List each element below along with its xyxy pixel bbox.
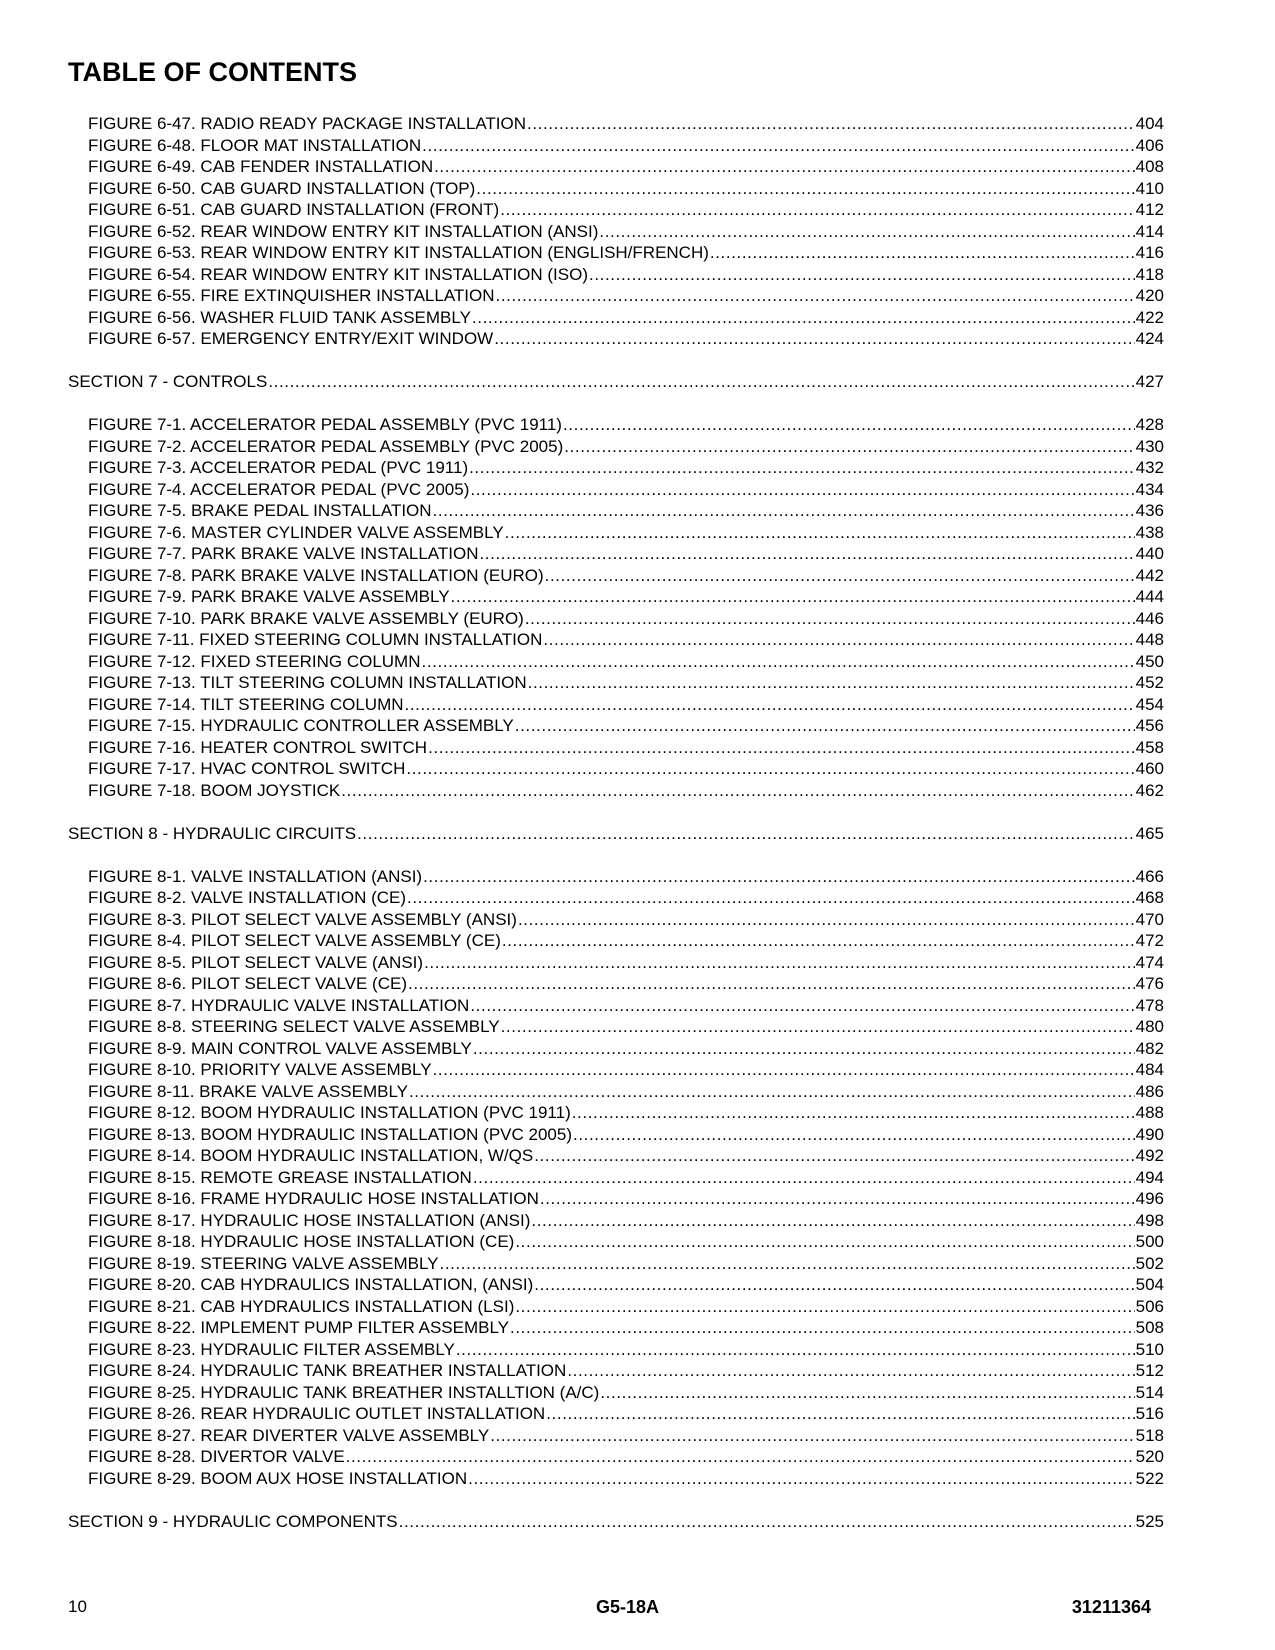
toc-entry-page-number: 450 — [1135, 651, 1164, 671]
toc-entry-page-number: 408 — [1135, 157, 1164, 176]
dot-leader — [399, 1511, 1135, 1533]
dot-leader — [357, 823, 1135, 845]
toc-entry-page-number: 476 — [1135, 974, 1164, 993]
toc-entry-label: FIGURE 6-51. CAB GUARD INSTALLATION (FRONT) — [88, 200, 500, 219]
toc-figure-entry[interactable] — [68, 436, 1164, 458]
toc-entry-page-number: 484 — [1135, 1060, 1164, 1079]
toc-entry-label: FIGURE 7-16. HEATER CONTROL SWITCH — [88, 737, 428, 757]
toc-entry-page-number: 492 — [1135, 1146, 1164, 1165]
toc-figure-entry[interactable] — [68, 1016, 1164, 1038]
toc-entry-label: FIGURE 8-26. REAR HYDRAULIC OUTLET INSTALLATION — [88, 1404, 546, 1423]
toc-figure-entry[interactable] — [68, 1081, 1164, 1103]
toc-figure-entry[interactable] — [68, 522, 1164, 544]
toc-entry-page-number: 444 — [1135, 587, 1164, 606]
dot-leader — [490, 1425, 1134, 1447]
toc-entry-page-number: 480 — [1135, 1017, 1164, 1036]
toc-entry-label: FIGURE 6-47. RADIO READY PACKAGE INSTALLATION — [88, 114, 527, 133]
toc-figure-entry[interactable] — [68, 909, 1164, 931]
dot-leader — [341, 780, 1134, 802]
toc-entry-label: FIGURE 6-48. FLOOR MAT INSTALLATION — [88, 135, 422, 155]
toc-entry-label: FIGURE 7-10. PARK BRAKE VALVE ASSEMBLY (EURO) — [88, 608, 524, 628]
toc-entry-page-number: 468 — [1135, 888, 1164, 907]
toc-figure-entry[interactable] — [68, 1468, 1164, 1490]
dot-leader — [433, 1059, 1135, 1081]
toc-entry-page-number: 488 — [1135, 1103, 1164, 1122]
toc-entry-page-number: 508 — [1135, 1318, 1164, 1337]
toc-entry-page-number: 522 — [1135, 1468, 1164, 1488]
toc-entry-label: FIGURE 8-13. BOOM HYDRAULIC INSTALLATION (PVC 2005) — [88, 1124, 572, 1144]
toc-entry-page-number: 486 — [1135, 1081, 1164, 1101]
footer-part-number: 31211364 — [1071, 1597, 1151, 1617]
toc-entry-label: FIGURE 7-3. ACCELERATOR PEDAL (PVC 1911) — [88, 458, 469, 477]
dot-leader — [502, 930, 1135, 952]
toc-figure-entry[interactable] — [68, 780, 1164, 802]
toc-entry-page-number: 512 — [1135, 1361, 1164, 1380]
toc-entry-label: FIGURE 6-49. CAB FENDER INSTALLATION — [88, 157, 434, 176]
toc-entry-page-number: 432 — [1135, 458, 1164, 477]
dot-leader — [424, 952, 1135, 974]
toc-entry-label: SECTION 7 - CONTROLS — [68, 372, 268, 391]
toc-entry-page-number: 525 — [1135, 1511, 1164, 1531]
dot-leader — [525, 608, 1135, 630]
toc-entry-page-number: 460 — [1135, 759, 1164, 778]
dot-leader — [422, 135, 1134, 157]
toc-figure-entry[interactable] — [68, 694, 1164, 716]
toc-entry-label: FIGURE 8-5. PILOT SELECT VALVE (ANSI) — [88, 952, 424, 972]
toc-entry-label: FIGURE 8-16. FRAME HYDRAULIC HOSE INSTALLATION — [88, 1189, 539, 1208]
toc-entry-page-number: 490 — [1135, 1124, 1164, 1144]
toc-figure-entry[interactable] — [68, 328, 1164, 350]
toc-entry-label: FIGURE 8-27. REAR DIVERTER VALVE ASSEMBLY — [88, 1425, 490, 1445]
toc-entry-page-number: 465 — [1135, 823, 1164, 843]
dot-leader — [573, 1124, 1135, 1146]
toc-figure-entry[interactable] — [68, 1102, 1164, 1124]
dot-leader — [494, 328, 1134, 350]
dot-leader — [470, 995, 1134, 1017]
toc-entry-page-number: 504 — [1135, 1275, 1164, 1294]
toc-entry-label: FIGURE 7-18. BOOM JOYSTICK — [88, 780, 341, 800]
dot-leader — [515, 1231, 1134, 1253]
toc-entry-label: FIGURE 8-19. STEERING VALVE ASSEMBLY — [88, 1253, 439, 1273]
dot-leader — [528, 672, 1135, 694]
dot-leader — [409, 1081, 1135, 1103]
toc-entry-page-number: 462 — [1135, 780, 1164, 800]
toc-entry-label: FIGURE 6-52. REAR WINDOW ENTRY KIT INSTALLATION (ANSI) — [88, 221, 599, 241]
toc-entry-label: FIGURE 7-1. ACCELERATOR PEDAL ASSEMBLY (PVC 1911) — [88, 415, 562, 434]
dot-leader — [531, 1210, 1134, 1232]
toc-entry-page-number: 454 — [1135, 694, 1164, 714]
toc-entry-label: FIGURE 8-15. REMOTE GREASE INSTALLATION — [88, 1167, 472, 1187]
toc-entry-page-number: 406 — [1135, 135, 1164, 155]
toc-entry-label: FIGURE 7-5. BRAKE PEDAL INSTALLATION — [88, 501, 432, 520]
toc-entry-page-number: 470 — [1135, 909, 1164, 929]
toc-entry-page-number: 442 — [1135, 565, 1164, 585]
toc-entry-label: FIGURE 8-25. HYDRAULIC TANK BREATHER INSTALLTION (A/C) — [88, 1382, 600, 1402]
dot-leader — [500, 199, 1134, 221]
dot-leader — [710, 242, 1135, 264]
toc-figure-entry[interactable] — [68, 737, 1164, 759]
dot-leader — [496, 285, 1135, 307]
toc-figure-entry[interactable] — [68, 307, 1164, 329]
toc-entry-page-number: 496 — [1135, 1189, 1164, 1208]
footer-model: G5-18A — [596, 1597, 660, 1617]
dot-leader — [476, 178, 1134, 200]
dot-leader — [440, 1253, 1135, 1275]
toc-entry-label: FIGURE 8-28. DIVERTOR VALVE — [88, 1447, 345, 1466]
toc-figure-entry[interactable] — [68, 1382, 1164, 1404]
toc-figure-entry[interactable] — [68, 264, 1164, 286]
dot-leader — [405, 694, 1135, 716]
toc-figure-entry[interactable] — [68, 1188, 1164, 1210]
toc-entry-label: FIGURE 8-17. HYDRAULIC HOSE INSTALLATION (ANSI) — [88, 1210, 531, 1230]
dot-leader — [564, 436, 1134, 458]
toc-entry-page-number: 448 — [1135, 630, 1164, 649]
toc-figure-entry[interactable] — [68, 672, 1164, 694]
dot-leader — [473, 1038, 1135, 1060]
dot-leader — [456, 1339, 1135, 1361]
toc-figure-entry[interactable] — [68, 973, 1164, 995]
toc-entry-page-number: 510 — [1135, 1339, 1164, 1359]
toc-entry-label: FIGURE 7-6. MASTER CYLINDER VALVE ASSEMBLY — [88, 522, 504, 542]
dot-leader — [567, 1360, 1134, 1382]
toc-entry-label: FIGURE 6-50. CAB GUARD INSTALLATION (TOP) — [88, 178, 476, 198]
toc-figure-entry[interactable] — [68, 414, 1164, 436]
toc-figure-entry[interactable] — [68, 199, 1164, 221]
toc-entry-label: FIGURE 8-18. HYDRAULIC HOSE INSTALLATION (CE) — [88, 1232, 515, 1251]
dot-leader — [540, 1188, 1135, 1210]
dot-leader — [599, 221, 1134, 243]
footer-page-number: 10 — [68, 1597, 87, 1616]
dot-leader — [545, 565, 1135, 587]
dot-leader — [515, 1296, 1134, 1318]
toc-entry-page-number: 516 — [1135, 1404, 1164, 1423]
toc-section-entry[interactable] — [68, 371, 1164, 393]
toc-entry-label: FIGURE 8-1. VALVE INSTALLATION (ANSI) — [88, 866, 423, 886]
toc-entry-label: FIGURE 7-12. FIXED STEERING COLUMN — [88, 651, 421, 671]
dot-leader — [563, 414, 1135, 436]
toc-entry-label: FIGURE 8-6. PILOT SELECT VALVE (CE) — [88, 974, 407, 993]
toc-entry-label: FIGURE 8-9. MAIN CONTROL VALVE ASSEMBLY — [88, 1038, 472, 1058]
toc-entry-label: FIGURE 8-7. HYDRAULIC VALVE INSTALLATION — [88, 995, 470, 1015]
toc-figure-entry[interactable] — [68, 651, 1164, 673]
dot-leader — [527, 113, 1135, 135]
toc-entry-page-number: 427 — [1135, 372, 1164, 391]
toc-figure-entry[interactable] — [68, 1167, 1164, 1189]
toc-figure-entry[interactable] — [68, 221, 1164, 243]
toc-figure-entry[interactable] — [68, 479, 1164, 501]
toc-figure-entry[interactable] — [68, 1296, 1164, 1318]
toc-entry-label: FIGURE 8-10. PRIORITY VALVE ASSEMBLY — [88, 1060, 432, 1079]
dot-leader — [470, 479, 1134, 501]
toc-entry-page-number: 412 — [1135, 200, 1164, 219]
dot-leader — [423, 866, 1135, 888]
toc-entry-page-number: 520 — [1135, 1447, 1164, 1466]
toc-entry-label: FIGURE 7-15. HYDRAULIC CONTROLLER ASSEMBLY — [88, 716, 514, 735]
dot-leader — [510, 1317, 1135, 1339]
dot-leader — [407, 887, 1135, 909]
toc-figure-entry[interactable] — [68, 995, 1164, 1017]
toc-entry-label: FIGURE 7-4. ACCELERATOR PEDAL (PVC 2005) — [88, 479, 470, 499]
toc-entry-label: SECTION 9 - HYDRAULIC COMPONENTS — [68, 1511, 398, 1531]
toc-figure-entry[interactable] — [68, 1253, 1164, 1275]
toc-figure-entry[interactable] — [68, 952, 1164, 974]
toc-entry-label: FIGURE 7-8. PARK BRAKE VALVE INSTALLATION (EURO) — [88, 565, 544, 585]
toc-entry-label: FIGURE 7-9. PARK BRAKE VALVE ASSEMBLY — [88, 587, 450, 606]
toc-entry-label: FIGURE 6-54. REAR WINDOW ENTRY KIT INSTALLATION (ISO) — [88, 264, 588, 284]
dot-leader — [479, 543, 1134, 565]
toc-entry-page-number: 456 — [1135, 716, 1164, 735]
toc-entry-page-number: 466 — [1135, 866, 1164, 886]
toc-entry-label: FIGURE 8-22. IMPLEMENT PUMP FILTER ASSEMBLY — [88, 1318, 510, 1337]
dot-leader — [501, 1016, 1135, 1038]
page-footer — [68, 1597, 1151, 1621]
toc-figure-entry[interactable] — [68, 500, 1164, 522]
toc-figure-entry[interactable] — [68, 242, 1164, 264]
dot-leader — [428, 737, 1135, 759]
toc-entry-page-number: 422 — [1135, 307, 1164, 327]
toc-spacer — [68, 350, 1164, 372]
toc-entry-label: FIGURE 6-53. REAR WINDOW ENTRY KIT INSTALLATION (ENGLISH/FRENCH) — [88, 243, 709, 262]
toc-figure-entry[interactable] — [68, 887, 1164, 909]
dot-leader — [534, 1145, 1134, 1167]
toc-figure-entry[interactable] — [68, 1446, 1164, 1468]
toc-figure-entry[interactable] — [68, 1038, 1164, 1060]
toc-entry-label: FIGURE 6-55. FIRE EXTINQUISHER INSTALLATION — [88, 286, 495, 305]
toc-entry-page-number: 518 — [1135, 1425, 1164, 1445]
toc-entry-label: FIGURE 8-2. VALVE INSTALLATION (CE) — [88, 888, 407, 907]
toc-entry-label: FIGURE 8-14. BOOM HYDRAULIC INSTALLATION, W/QS — [88, 1146, 534, 1165]
toc-entry-page-number: 404 — [1135, 114, 1164, 133]
toc-entry-label: FIGURE 7-13. TILT STEERING COLUMN INSTALLATION — [88, 673, 527, 692]
dot-leader — [473, 1167, 1135, 1189]
dot-leader — [408, 973, 1135, 995]
toc-entry-label: FIGURE 8-20. CAB HYDRAULICS INSTALLATION, (ANSI) — [88, 1275, 534, 1294]
dot-leader — [268, 371, 1134, 393]
toc-figure-entry[interactable] — [68, 715, 1164, 737]
toc-figure-entry[interactable] — [68, 1059, 1164, 1081]
toc-figure-entry[interactable] — [68, 1210, 1164, 1232]
toc-figure-entry[interactable] — [68, 629, 1164, 651]
toc-entry-page-number: 506 — [1135, 1296, 1164, 1316]
toc-figure-entry[interactable] — [68, 457, 1164, 479]
toc-entry-label: FIGURE 8-8. STEERING SELECT VALVE ASSEMBLY — [88, 1017, 500, 1036]
toc-entry-page-number: 430 — [1135, 436, 1164, 456]
dot-leader — [468, 1468, 1135, 1490]
toc-figure-entry[interactable] — [68, 1124, 1164, 1146]
toc-figure-entry[interactable] — [68, 178, 1164, 200]
toc-entry-page-number: 416 — [1135, 243, 1164, 262]
toc-figure-entry[interactable] — [68, 1403, 1164, 1425]
dot-leader — [472, 307, 1135, 329]
dot-leader — [589, 264, 1135, 286]
toc-figure-entry[interactable] — [68, 1231, 1164, 1253]
toc-figure-entry[interactable] — [68, 113, 1164, 135]
toc-entry-page-number: 410 — [1135, 178, 1164, 198]
toc-entry-label: SECTION 8 - HYDRAULIC CIRCUITS — [68, 823, 357, 843]
toc-figure-entry[interactable] — [68, 156, 1164, 178]
toc-entry-label: FIGURE 7-7. PARK BRAKE VALVE INSTALLATION — [88, 544, 479, 563]
dot-leader — [515, 715, 1135, 737]
dot-leader — [422, 651, 1135, 673]
toc-spacer — [68, 801, 1164, 823]
toc-entry-label: FIGURE 7-17. HVAC CONTROL SWITCH — [88, 759, 406, 778]
table-of-contents — [68, 113, 1164, 1532]
dot-leader — [451, 586, 1135, 608]
toc-entry-page-number: 502 — [1135, 1253, 1164, 1273]
toc-entry-page-number: 482 — [1135, 1038, 1164, 1058]
toc-section-entry[interactable] — [68, 1511, 1164, 1533]
toc-entry-label: FIGURE 8-3. PILOT SELECT VALVE ASSEMBLY (ANSI) — [88, 909, 517, 929]
toc-entry-page-number: 494 — [1135, 1167, 1164, 1187]
toc-figure-entry[interactable] — [68, 1145, 1164, 1167]
dot-leader — [434, 156, 1135, 178]
toc-spacer — [68, 1489, 1164, 1511]
toc-entry-page-number: 440 — [1135, 544, 1164, 563]
dot-leader — [469, 457, 1135, 479]
toc-entry-page-number: 420 — [1135, 286, 1164, 305]
toc-section-entry[interactable] — [68, 823, 1164, 845]
toc-entry-label: FIGURE 7-11. FIXED STEERING COLUMN INSTALLATION — [88, 630, 543, 649]
toc-entry-page-number: 472 — [1135, 931, 1164, 950]
toc-figure-entry[interactable] — [68, 565, 1164, 587]
toc-entry-label: FIGURE 8-23. HYDRAULIC FILTER ASSEMBLY — [88, 1339, 455, 1359]
toc-entry-page-number: 458 — [1135, 737, 1164, 757]
toc-entry-page-number: 438 — [1135, 522, 1164, 542]
page-title: TABLE OF CONTENTS — [68, 57, 357, 87]
dot-leader — [346, 1446, 1135, 1468]
dot-leader — [546, 1403, 1134, 1425]
toc-entry-page-number: 474 — [1135, 952, 1164, 972]
toc-entry-label: FIGURE 7-2. ACCELERATOR PEDAL ASSEMBLY (PVC 2005) — [88, 436, 564, 456]
toc-figure-entry[interactable] — [68, 543, 1164, 565]
toc-entry-label: FIGURE 8-24. HYDRAULIC TANK BREATHER INSTALLATION — [88, 1361, 567, 1380]
dot-leader — [534, 1274, 1134, 1296]
toc-entry-page-number: 428 — [1135, 415, 1164, 434]
toc-entry-page-number: 452 — [1135, 673, 1164, 692]
dot-leader — [406, 758, 1134, 780]
toc-figure-entry[interactable] — [68, 1425, 1164, 1447]
toc-entry-label: FIGURE 6-57. EMERGENCY ENTRY/EXIT WINDOW — [88, 329, 494, 348]
toc-figure-entry[interactable] — [68, 1339, 1164, 1361]
toc-entry-page-number: 478 — [1135, 995, 1164, 1015]
toc-entry-label: FIGURE 8-11. BRAKE VALVE ASSEMBLY — [88, 1081, 408, 1101]
toc-entry-label: FIGURE 7-14. TILT STEERING COLUMN — [88, 694, 404, 714]
toc-entry-label: FIGURE 8-29. BOOM AUX HOSE INSTALLATION — [88, 1468, 468, 1488]
dot-leader — [518, 909, 1135, 931]
toc-entry-label: FIGURE 6-56. WASHER FLUID TANK ASSEMBLY — [88, 307, 471, 327]
dot-leader — [505, 522, 1135, 544]
toc-entry-page-number: 418 — [1135, 264, 1164, 284]
dot-leader — [600, 1382, 1134, 1404]
toc-figure-entry[interactable] — [68, 1360, 1164, 1382]
toc-figure-entry[interactable] — [68, 135, 1164, 157]
dot-leader — [433, 500, 1135, 522]
toc-entry-label: FIGURE 8-21. CAB HYDRAULICS INSTALLATION (LSI) — [88, 1296, 515, 1316]
toc-spacer — [68, 393, 1164, 415]
toc-entry-label: FIGURE 8-12. BOOM HYDRAULIC INSTALLATION (PVC 1911) — [88, 1103, 571, 1122]
dot-leader — [543, 629, 1134, 651]
toc-figure-entry[interactable] — [68, 866, 1164, 888]
toc-entry-page-number: 498 — [1135, 1210, 1164, 1230]
toc-entry-page-number: 414 — [1135, 221, 1164, 241]
toc-entry-page-number: 436 — [1135, 501, 1164, 520]
toc-figure-entry[interactable] — [68, 285, 1164, 307]
toc-entry-page-number: 424 — [1135, 329, 1164, 348]
toc-figure-entry[interactable] — [68, 1274, 1164, 1296]
toc-entry-page-number: 446 — [1135, 608, 1164, 628]
toc-entry-page-number: 434 — [1135, 479, 1164, 499]
toc-entry-page-number: 514 — [1135, 1382, 1164, 1402]
toc-figure-entry[interactable] — [68, 930, 1164, 952]
toc-entry-page-number: 500 — [1135, 1232, 1164, 1251]
dot-leader — [572, 1102, 1135, 1124]
toc-figure-entry[interactable] — [68, 1317, 1164, 1339]
toc-figure-entry[interactable] — [68, 608, 1164, 630]
toc-entry-label: FIGURE 8-4. PILOT SELECT VALVE ASSEMBLY (CE) — [88, 931, 501, 950]
toc-figure-entry[interactable] — [68, 758, 1164, 780]
toc-spacer — [68, 844, 1164, 866]
toc-figure-entry[interactable] — [68, 586, 1164, 608]
